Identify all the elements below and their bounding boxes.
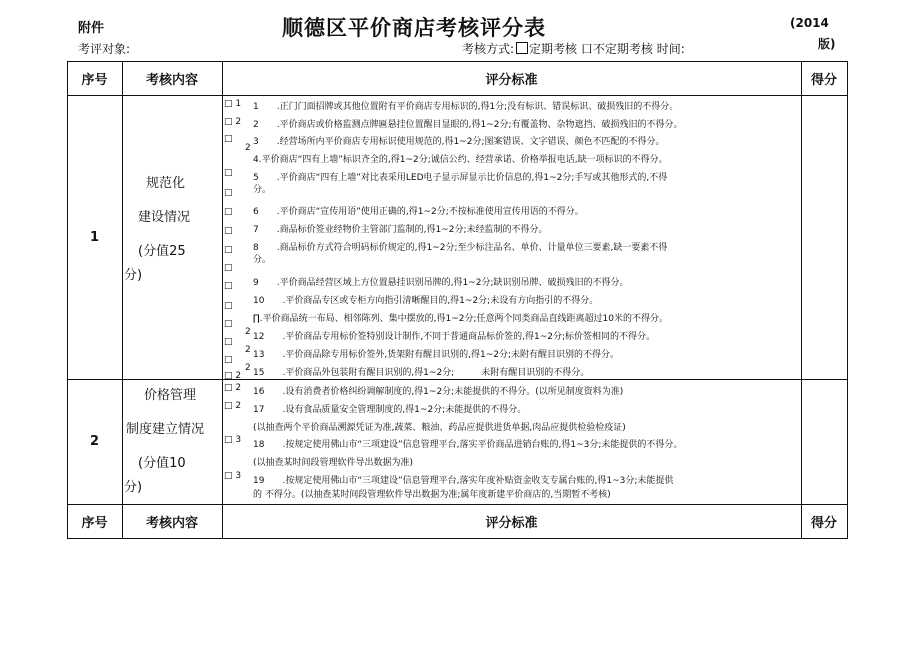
criterion-line: ∏.平价商品统一布局、相邻陈列、集中摆放的,得1~2分;任意两个同类商品直线距离超过10米的不得分。 — [253, 314, 669, 324]
content-line: 制度建立情况 — [126, 422, 205, 437]
criterion-line: 2 .平价商店或价格监测点牌匾悬挂位置醒目显眼的,得1~2分;有覆盖物、杂物遮挡、破损残旧的不得分。 — [253, 120, 683, 130]
criterion-line: 19 .按规定使用佛山市“三项建设”信息管理平台,落实年度补贴资金收支专属台账的,得1~3分;未能提供 — [253, 476, 674, 486]
criterion-line: 17 .设有食品质量安全管理制度的,得1~2分;未能提供的不得分。 — [253, 405, 527, 415]
criterion-line: 6 .平价商店“宣传用语”使用正确的,得1~2分;不按标准使用宣传用语的不得分。 — [253, 207, 584, 217]
col-header-content: 考核内容 — [145, 72, 198, 88]
criterion-line: 12 .平价商品专用标价签特别设计制作,不同于普通商品标价签的,得1~2分;标价签相同的不得分。 — [253, 332, 656, 342]
section-1-number: 1 — [89, 229, 100, 245]
score-marker: 2 — [245, 143, 251, 153]
criterion-line: 1 .正门门面招牌或其他位置附有平价商店专用标识的,得1分;没有标识、错误标识、破损残旧的不得分。 — [253, 102, 679, 112]
score-marker: □ — [224, 226, 233, 236]
criterion-line: 10 .平价商品专区或专柜方向指引清晰醒目的,得1~2分;未设有方向指引的不得分。 — [253, 296, 599, 306]
score-marker: □ — [224, 281, 233, 291]
score-marker: □ — [224, 207, 233, 217]
scoring-table — [67, 61, 848, 539]
criterion-line: 的 不得分。(以抽查某时间段管理软件导出数据为准;属年度新建平价商店的,当期暂不考核) — [253, 490, 611, 500]
criterion-line: 分。 — [253, 185, 272, 195]
regular-checkbox[interactable] — [516, 42, 528, 54]
score-marker: □ 2 — [224, 401, 242, 411]
score-marker: □ 1 — [224, 99, 242, 109]
content-line: 规范化 — [146, 176, 186, 191]
criterion-line: 15 .平价商品外包装附有醒目识别的,得1~2分; 未附有醒目识别的不得分。 — [253, 368, 590, 378]
section-2-content — [124, 379, 220, 495]
evaluation-target-label: 考评对象: — [78, 42, 131, 56]
criterion-line: 5 .平价商店“四有上墙”对比表采用LED电子显示屏显示比价信息的,得1~2分;手写或其他形式的,不得 — [253, 173, 668, 183]
content-line: (分值25 — [138, 244, 186, 259]
method-label: 考核方式: — [462, 42, 515, 56]
attachment-label: 附件 — [78, 21, 105, 36]
criterion-line: (以抽查某时间段管理软件导出数据为准) — [253, 458, 414, 468]
evaluation-method — [462, 40, 685, 57]
footer-header-criteria: 评分标准 — [485, 515, 538, 531]
criterion-line: (以抽查两个平价商品溯源凭证为准,蔬菜、粮油、药品应提供进货单据,肉品应提供检验检疫证) — [253, 423, 626, 433]
content-line: 分) — [124, 268, 143, 283]
edition-suffix: 版) — [818, 37, 836, 51]
criterion-line: 7 .商品标价签业经物价主管部门监制的,得1~2分;未经监制的不得分。 — [253, 225, 548, 235]
content-line: 价格管理 — [144, 388, 197, 403]
footer-header-no: 序号 — [81, 515, 108, 531]
content-line: 分) — [124, 480, 143, 495]
score-marker: □ — [224, 188, 233, 198]
criterion-line: 4.平价商店“四有上墙”标识齐全的,得1~2分;诚信公约、经营承诺、价格举报电话,缺一项标识的不得分。 — [253, 155, 668, 165]
footer-header-score: 得分 — [810, 515, 837, 531]
col-header-criteria: 评分标准 — [485, 72, 538, 88]
criterion-line: 13 .平价商品除专用标价签外,货架附有醒目识别的,得1~2分;未附有醒目识别的不得分。 — [253, 350, 620, 360]
criterion-line: 3 .经营场所内平价商店专用标识使用规范的,得1~2分;图案错误、文字错误、颜色不匹配的不得分。 — [253, 137, 665, 147]
content-line: 建设情况 — [138, 210, 191, 225]
score-marker: □ — [224, 337, 233, 347]
score-marker: □ 3 — [224, 435, 242, 445]
score-marker: □ 2 — [224, 117, 242, 127]
edition-year: (2014 — [790, 16, 829, 30]
criterion-line: 8 .商品标价方式符合明码标价规定的,得1~2分;至少标注品名、单价、计量单位三要素,缺一要素不得 — [253, 243, 668, 253]
score-marker: 2 — [245, 345, 251, 355]
score-marker: □ — [224, 134, 233, 144]
criterion-line: 18 .按规定使用佛山市“三项建设”信息管理平台,落实平价商品进销台账的,得1~3分;未能提供的不得分。 — [253, 440, 683, 450]
page-title: 顺德区平价商店考核评分表 — [282, 16, 546, 40]
irregular-option: 口不定期考核 — [580, 42, 653, 56]
score-marker: □ — [224, 245, 233, 255]
score-marker: □ 2 — [224, 371, 242, 381]
score-marker: □ — [224, 319, 233, 329]
content-line: (分值10 — [138, 456, 186, 471]
score-marker: 2 — [245, 327, 251, 337]
score-marker: □ 3 — [224, 471, 242, 481]
criterion-line: 分。 — [253, 255, 272, 265]
section-1-content — [124, 167, 220, 283]
score-marker: 2 — [245, 363, 251, 373]
section-2-number: 2 — [89, 434, 100, 449]
score-marker: □ 2 — [224, 383, 242, 393]
criterion-line: 16 .设有消费者价格纠纷调解制度的,得1~2分;未能提供的不得分。(以所见制度资料为准) — [253, 387, 624, 397]
score-marker: □ — [224, 168, 233, 178]
criterion-line: 9 .平价商品经营区域上方位置悬挂识别吊牌的,得1~2分;缺识别吊牌、破损残旧的不得分。 — [253, 278, 629, 288]
col-header-score: 得分 — [810, 72, 837, 88]
col-header-no: 序号 — [81, 72, 108, 88]
score-marker: □ — [224, 301, 233, 311]
footer-header-content: 考核内容 — [145, 515, 198, 531]
regular-option: 定期考核 — [529, 42, 578, 56]
score-marker: □ — [224, 355, 233, 365]
score-marker: □ — [224, 263, 233, 273]
time-label: 时间: — [656, 42, 685, 56]
